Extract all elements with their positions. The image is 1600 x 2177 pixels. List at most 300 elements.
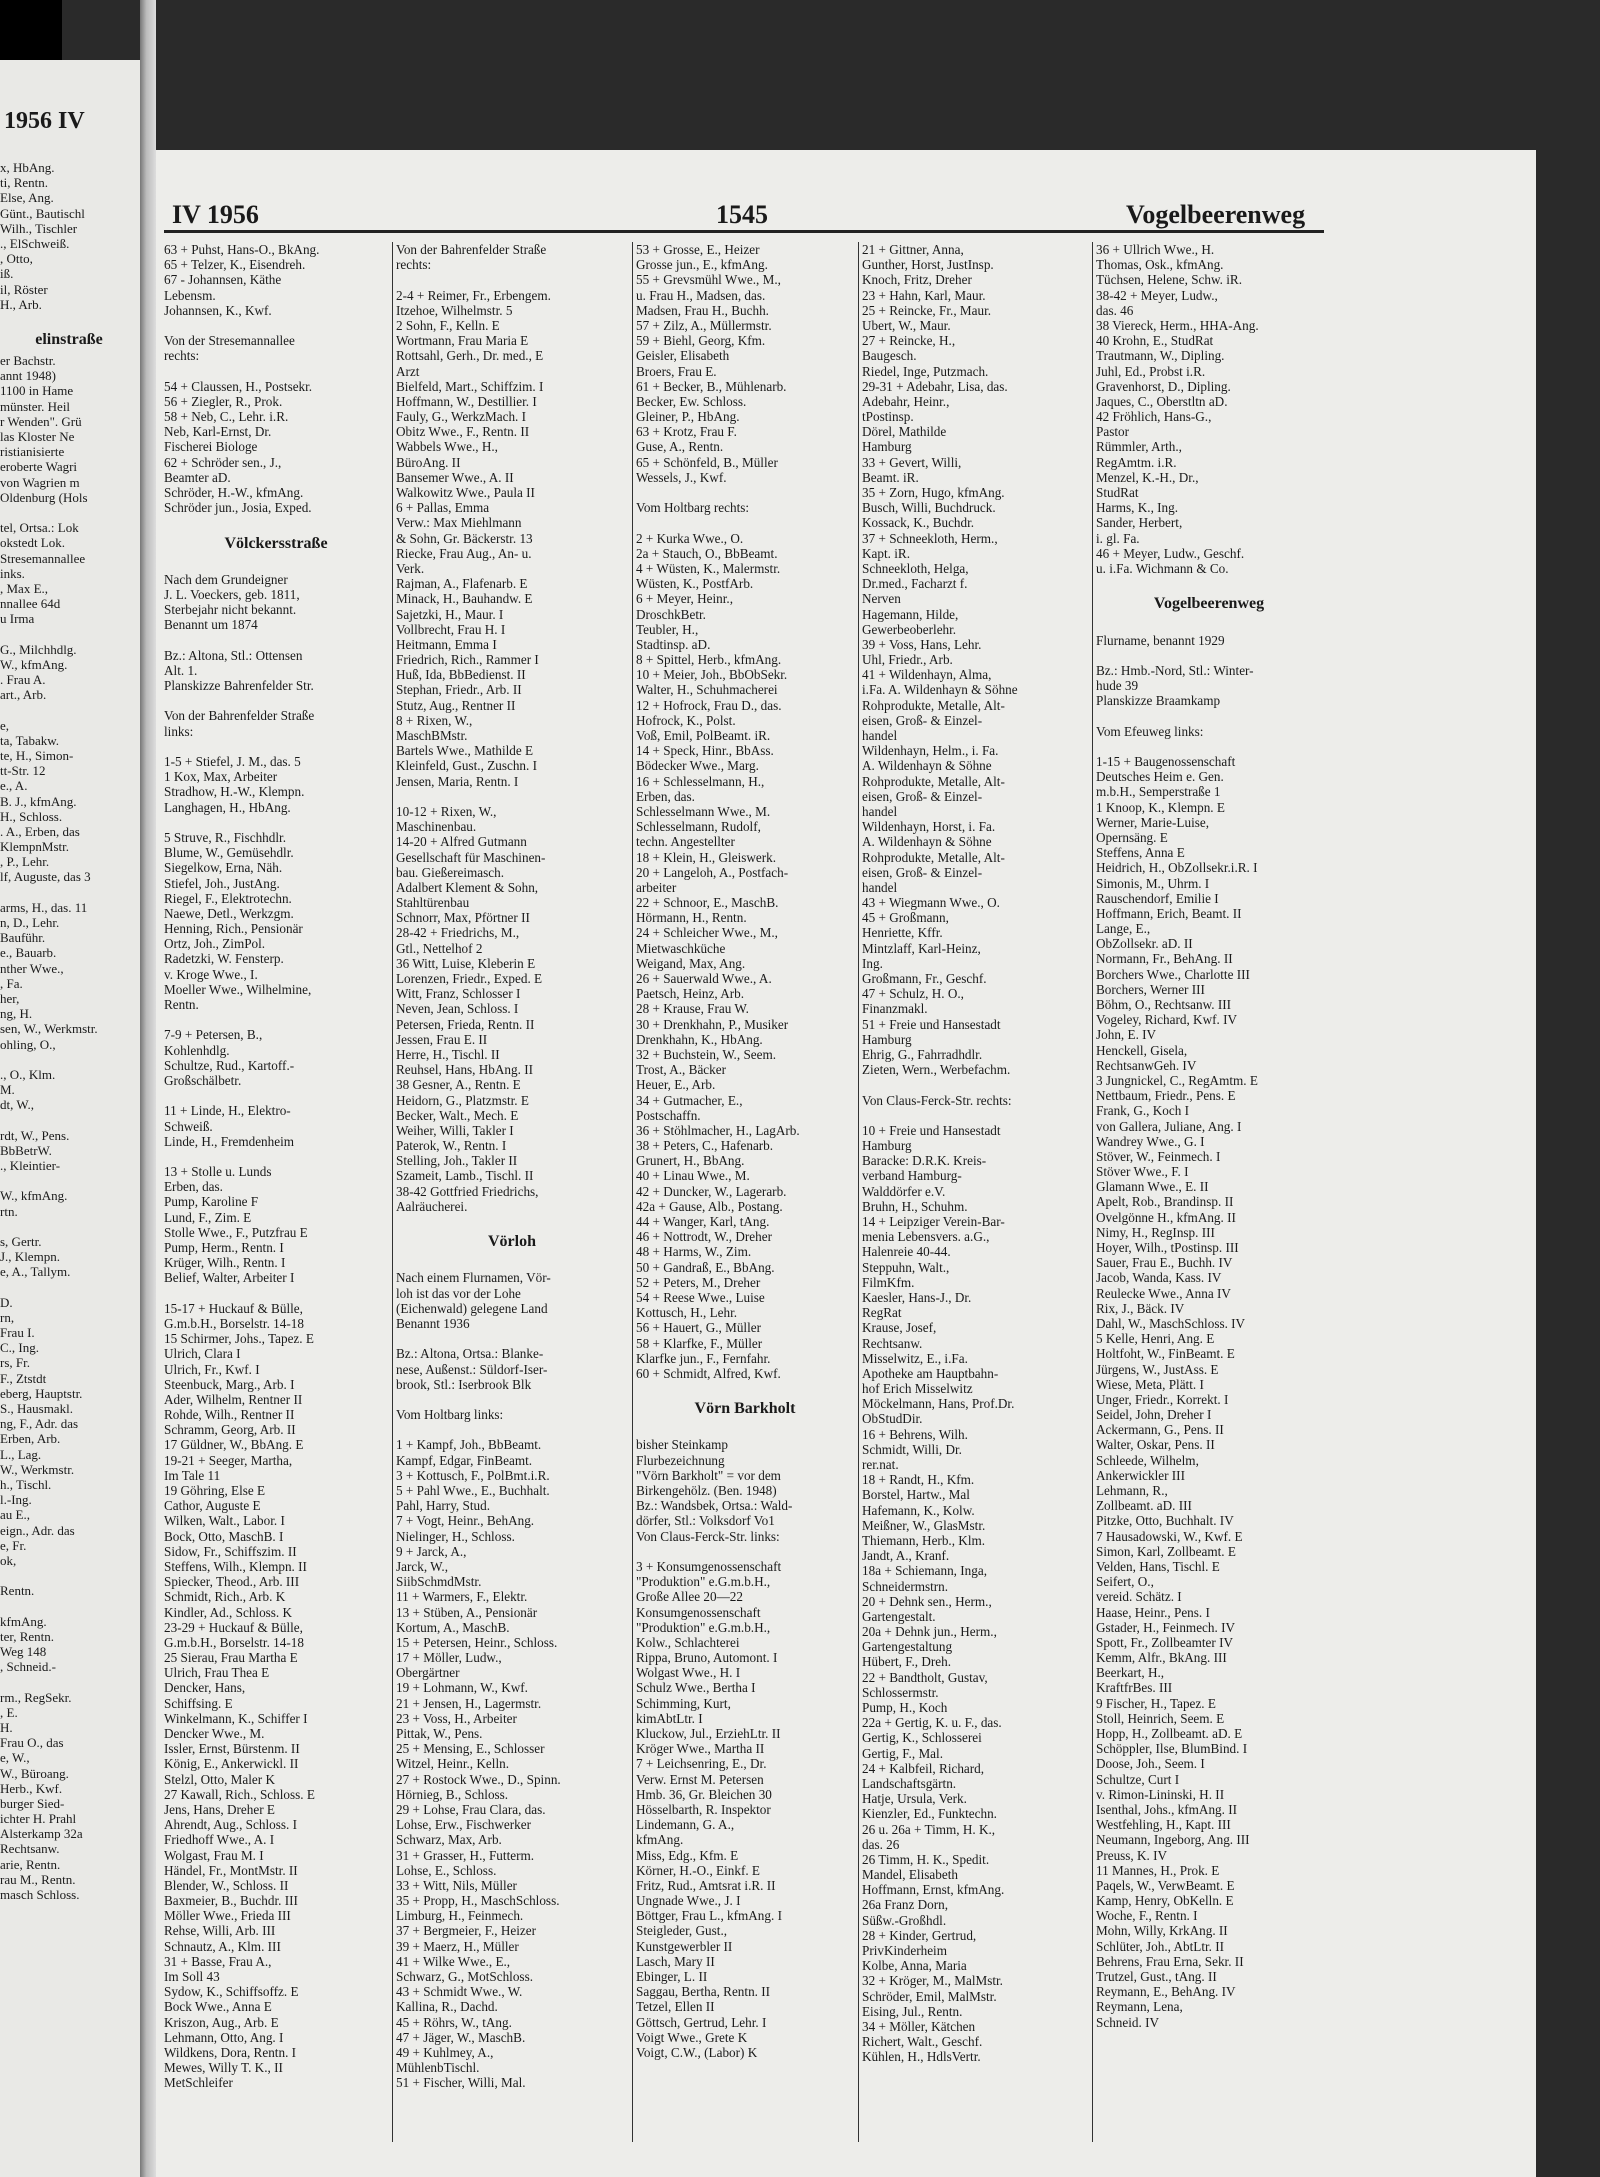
directory-entry: Madsen, Frau H., Buchh. — [636, 302, 769, 318]
directory-entry: münster. Heil — [0, 398, 71, 414]
directory-entry: eisen, Groß- & Einzel- — [862, 788, 983, 804]
directory-entry: rechts: — [164, 348, 200, 364]
page-header-left: IV 1956 — [172, 200, 259, 229]
directory-entry: Von der Bahrenfelder Straße — [396, 242, 547, 257]
directory-entry: Heuer, E., Arb. — [636, 1077, 716, 1093]
directory-entry: H., Arb. — [0, 296, 42, 312]
directory-entry: 42a + Gause, Alb., Postang. — [636, 1198, 783, 1214]
directory-entry: Knoch, Fritz, Dreher — [862, 272, 972, 288]
directory-entry — [164, 1149, 388, 1164]
directory-entry: Isenthal, Johs., kfmAng. II — [1096, 1801, 1238, 1817]
directory-entry: Schimming, Kurt, — [636, 1695, 731, 1711]
directory-entry: Beerkart, H., — [1096, 1665, 1165, 1681]
directory-entry: inks. — [0, 565, 25, 581]
directory-entry: 32 + Buchstein, W., Seem. — [636, 1046, 777, 1062]
directory-entry: 13 + Stolle u. Lunds — [164, 1164, 272, 1180]
directory-entry: Ungnade Wwe., J. I — [636, 1893, 741, 1909]
directory-entry: rechts: — [396, 257, 432, 273]
directory-entry: te, H., Simon- — [0, 747, 74, 763]
directory-entry: Borstel, Hartw., Mal — [862, 1487, 970, 1503]
directory-entry: Harms, K., Ing. — [1096, 500, 1179, 516]
directory-entry: Schwarz, G., MotSchloss. — [396, 1969, 533, 1984]
directory-entry: FilmKfm. — [862, 1274, 915, 1290]
directory-entry: Schulz Wwe., Bertha I — [636, 1680, 756, 1696]
directory-entry: 50 + Gandraß, E., BbAng. — [636, 1259, 775, 1275]
directory-entry: dörfer, Stl.: Volksdorf Vo1 — [636, 1513, 775, 1529]
directory-entry: Voigt Wwe., Grete K — [636, 2029, 748, 2045]
directory-entry: 21 + Gittner, Anna, — [862, 242, 964, 257]
directory-entry: Petersen, Frieda, Rentn. II — [396, 1016, 535, 1032]
directory-entry: Sidow, Fr., Schiffszim. II — [164, 1543, 297, 1559]
directory-entry: M. — [0, 1082, 15, 1098]
directory-entry: Bielfeld, Mart., Schiffzim. I — [396, 378, 544, 394]
directory-entry: 5 Struve, R., Fischhdlr. — [164, 829, 286, 845]
directory-entry: her, — [0, 990, 20, 1006]
directory-entry: Verk. — [396, 560, 425, 576]
directory-entry: Nielinger, H., Schloss. — [396, 1528, 515, 1544]
directory-entry: Dahl, W., MaschSchloss. IV — [1096, 1315, 1246, 1331]
directory-entry — [0, 1568, 138, 1583]
page-header-street: Vogelbeerenweg — [1126, 200, 1306, 229]
directory-entry: Kapt. iR. — [862, 545, 910, 561]
street-heading: Völckersstraße — [224, 534, 328, 552]
directory-entry: 46 + Nottrodt, W., Dreher — [636, 1229, 772, 1245]
directory-entry: handel — [862, 728, 898, 743]
directory-entry: Lund, F., Zim. E — [164, 1209, 252, 1225]
directory-entry: 57 + Zilz, A., Müllermstr. — [636, 317, 772, 333]
directory-entry: Ader, Wilhelm, Rentner II — [164, 1391, 303, 1407]
directory-entry: Bz.: Altona, Ortsa.: Blanke- — [396, 1346, 544, 1362]
directory-entry: Menzel, K.-H., Dr., — [1096, 469, 1199, 485]
directory-entry: Jandt, A., Kranf. — [862, 1548, 950, 1564]
directory-entry: Kindler, Ad., Schloss. K — [164, 1604, 293, 1620]
directory-entry: eroberte Wagri — [0, 459, 78, 475]
directory-entry: Gunther, Horst, JustInsp. — [862, 257, 994, 273]
directory-entry: Wandrey Wwe., G. I — [1096, 1133, 1205, 1149]
directory-entry: 28 + Kinder, Gertrud, — [862, 1927, 977, 1943]
directory-entry: Schultze, Curt I — [1096, 1771, 1180, 1787]
directory-entry: Günt., Bautischl — [0, 205, 85, 221]
directory-entry: Planskizze Bahrenfelder Str. — [164, 678, 314, 694]
directory-entry: 32 + Kröger, M., MalMstr. — [862, 1973, 1003, 1989]
directory-entry: r Wenden". Grü — [0, 413, 82, 429]
directory-entry: RegRat — [862, 1305, 902, 1321]
directory-entry: Krause, Josef, — [862, 1320, 937, 1336]
directory-entry: Grosse jun., E., kfmAng. — [636, 257, 768, 273]
directory-entry: Winkelmann, K., Schiffer I — [164, 1710, 308, 1726]
directory-entry — [164, 364, 388, 379]
directory-entry — [636, 1381, 854, 1396]
directory-entry: MetSchleifer — [164, 2075, 233, 2091]
directory-entry: Ebinger, L. II — [636, 1969, 708, 1984]
directory-entry: 20 + Dehnk sen., Herm., — [862, 1593, 992, 1609]
directory-entry: Schramm, Georg, Arb. II — [164, 1422, 296, 1438]
directory-entry: 2 + Kurka Wwe., O. — [636, 530, 744, 546]
column-2 — [396, 242, 628, 2091]
directory-entry: ter, Rentn. — [0, 1628, 54, 1644]
directory-entry: 63 + Krotz, Frau F. — [636, 424, 737, 440]
directory-entry: Lohse, Erw., Fischwerker — [396, 1817, 532, 1833]
directory-entry: brook, Stl.: Iserbrook Blk — [396, 1376, 532, 1392]
directory-entry: 41 + Wilke Wwe., E., — [396, 1953, 511, 1969]
directory-entry: ., Kleintier- — [0, 1158, 61, 1173]
directory-entry: 3 + Kottusch, F., PolBmt.i.R. — [396, 1467, 550, 1483]
directory-entry: Schröder, H.-W., kfmAng. — [164, 485, 304, 500]
directory-entry: handel — [862, 803, 898, 819]
directory-entry — [636, 1544, 854, 1559]
directory-entry: Konsumgenossenschaft — [636, 1604, 761, 1620]
directory-entry: RechtsanwGeh. IV — [1096, 1057, 1197, 1073]
directory-entry: Sterbejahr nicht bekannt. — [164, 602, 297, 618]
directory-entry: W., kfmAng. — [0, 1188, 68, 1204]
directory-entry: Langhagen, H., HbAng. — [164, 799, 291, 815]
column-divider — [632, 242, 633, 2142]
directory-entry: Von der Bahrenfelder Straße — [164, 708, 315, 724]
directory-entry: 48 + Harms, W., Zim. — [636, 1244, 752, 1260]
directory-entry: ichter H. Prahl — [0, 1811, 77, 1827]
directory-entry: Else, Ang. — [0, 190, 54, 206]
directory-entry: tt-Str. 12 — [0, 763, 46, 779]
directory-entry: Seidel, John, Dreher I — [1096, 1407, 1212, 1423]
directory-entry: Mandel, Elisabeth — [862, 1867, 958, 1883]
directory-entry: Henning, Rich., Pensionär — [164, 921, 303, 937]
directory-entry: ObStudDir. — [862, 1411, 923, 1427]
directory-entry: u. i.Fa. Wichmann & Co. — [1096, 560, 1229, 576]
directory-entry: Jensen, Maria, Rentn. I — [396, 773, 519, 789]
directory-entry — [164, 557, 388, 572]
directory-entry: Henriette, Kffr. — [862, 925, 943, 941]
directory-entry: Lindemann, G. A., — [636, 1817, 735, 1833]
directory-entry: Steigleder, Gust., — [636, 1923, 728, 1939]
directory-entry: e, A., Tallym. — [0, 1264, 71, 1280]
directory-entry: W., kfmAng. — [0, 656, 68, 672]
directory-entry: Im Tale 11 — [164, 1467, 221, 1483]
directory-entry: Trost, A., Bäcker — [636, 1062, 726, 1078]
directory-entry: Schneid. IV — [1096, 2014, 1159, 2030]
directory-entry: Unger, Friedr., Korrekt. I — [1096, 1391, 1229, 1407]
directory-entry: Baracke: D.R.K. Kreis- — [862, 1153, 987, 1169]
directory-entry: nese, Außenst.: Süldorf-Iser- — [396, 1361, 548, 1377]
directory-entry: 28 + Krause, Frau W. — [636, 1001, 749, 1017]
directory-entry: S., Hausmakl. — [0, 1401, 73, 1416]
directory-entry: 2 Sohn, F., Kelln. E — [396, 317, 500, 333]
directory-entry: Stelzl, Otto, Maler K — [164, 1771, 275, 1787]
directory-entry: D. — [0, 1294, 13, 1310]
directory-entry: 42 + Duncker, W., Lagerarb. — [636, 1183, 787, 1199]
directory-entry: hude 39 — [1096, 678, 1139, 694]
directory-entry: Walter, H., Schuhmacherei — [636, 682, 778, 698]
directory-entry: Richert, Walt., Geschf. — [862, 2034, 983, 2050]
directory-entry: Paqels, W., VerwBeamt. E — [1096, 1877, 1235, 1893]
directory-entry: Nach einem Flurnamen, Vör- — [396, 1270, 551, 1286]
directory-entry: kfmAng. — [0, 1613, 47, 1629]
directory-entry: Friedhoff Wwe., A. I — [164, 1832, 275, 1848]
directory-entry: Baxmeier, B., Buchdr. III — [164, 1893, 298, 1909]
directory-entry: rm., RegSekr. — [0, 1689, 72, 1705]
directory-entry: Herb., Kwf. — [0, 1780, 63, 1796]
directory-entry: Böhm, O., Rechtsanw. III — [1096, 997, 1232, 1012]
directory-entry: , E. — [0, 1704, 18, 1720]
directory-entry — [862, 1077, 1088, 1092]
directory-entry: Simon, Karl, Zollbeamt. E — [1096, 1543, 1236, 1559]
directory-entry: 28-42 + Friedrichs, M., — [396, 925, 520, 941]
directory-entry: 26a Franz Dorn, — [862, 1897, 949, 1913]
page-number: 1545 — [716, 200, 768, 229]
directory-entry — [396, 272, 628, 287]
directory-entry: Vom Holtbarg rechts: — [636, 500, 750, 516]
directory-entry: Weigand, Max, Ang. — [636, 955, 746, 971]
directory-entry: MaschBMstr. — [396, 728, 468, 743]
directory-entry: 18 + Klein, H., Gleiswerk. — [636, 849, 777, 865]
directory-entry — [636, 515, 854, 530]
directory-entry: tel, Ortsa.: Lok — [0, 520, 79, 536]
directory-entry: 46 + Meyer, Ludw., Geschf. — [1096, 545, 1245, 561]
column-1 — [164, 242, 388, 2091]
directory-entry: Witt, Franz, Schlosser I — [396, 986, 521, 1002]
directory-entry: Gesellschaft für Maschinen- — [396, 849, 546, 865]
directory-entry: rs, Fr. — [0, 1355, 30, 1371]
directory-entry: 38-42 + Meyer, Ludw., — [1096, 287, 1218, 303]
directory-entry: Sydow, K., Schiffsoffz. E — [164, 1984, 299, 2000]
directory-entry: SiibSchmdMstr. — [396, 1574, 482, 1590]
directory-entry: Ovelgönne H., kfmAng. II — [1096, 1209, 1236, 1225]
directory-entry: 40 Krohn, E., StudRat — [1096, 333, 1214, 349]
directory-entry: Schröder jun., Josia, Exped. — [164, 500, 312, 516]
directory-entry: & Sohn, Gr. Bäckerstr. 13 — [396, 530, 533, 546]
directory-entry: Linde, H., Fremdenheim — [164, 1133, 295, 1149]
directory-entry: Rechtsanw. — [0, 1841, 60, 1857]
directory-entry: n, D., Lehr. — [0, 915, 60, 930]
directory-entry: W., Büroang. — [0, 1765, 69, 1781]
directory-entry: Stöver, W., Feinmech. I — [1096, 1148, 1221, 1164]
directory-entry: 24 + Schleicher Wwe., M., — [636, 925, 778, 941]
directory-entry: Neumann, Ingeborg, Ang. III — [1096, 1832, 1250, 1848]
directory-entry: Böttger, Frau L., kfmAng. I — [636, 1908, 782, 1924]
directory-entry: 36 + Stöhlmacher, H., LagArb. — [636, 1122, 800, 1138]
directory-entry: 53 + Grosse, E., Heizer — [636, 242, 760, 257]
directory-entry: Spiecker, Theod., Arb. III — [164, 1574, 300, 1590]
directory-entry: Ulrich, Frau Thea E — [164, 1665, 270, 1681]
directory-entry: 26 Timm, H. K., Spedit. — [862, 1851, 990, 1867]
directory-entry: 7 Hausadowski, W., Kwf. E — [1096, 1528, 1243, 1544]
directory-entry: 58 + Klarfke, F., Müller — [636, 1335, 763, 1351]
directory-entry: Borchers Wwe., Charlotte III — [1096, 966, 1250, 982]
directory-entry: Ackermann, G., Pens. II — [1096, 1422, 1224, 1438]
directory-entry — [0, 1598, 138, 1613]
directory-entry: 65 + Telzer, K., Eisendreh. — [164, 257, 306, 273]
directory-entry: Beamter aD. — [164, 469, 231, 485]
directory-entry: Behrens, Frau Erna, Sekr. II — [1096, 1953, 1244, 1969]
directory-entry: Körner, H.-O., Einkf. E — [636, 1862, 760, 1878]
directory-entry: h., Tischl. — [0, 1476, 52, 1492]
directory-entry: 34 + Möller, Kätchen — [862, 2018, 976, 2034]
directory-entry: Jacob, Wanda, Kass. IV — [1096, 1270, 1222, 1286]
directory-entry: Miss, Edg., Kfm. E — [636, 1847, 739, 1863]
directory-entry: Benannt 1936 — [396, 1315, 470, 1331]
directory-entry: Steenbuck, Marg., Arb. I — [164, 1376, 295, 1392]
directory-entry: 33 + Witt, Nils, Müller — [396, 1877, 517, 1893]
directory-entry: Becker, Walt., Mech. E — [396, 1107, 519, 1123]
directory-entry: Paetsch, Heinz, Arb. — [636, 986, 745, 1002]
directory-entry: A. Wildenhayn & Söhne — [862, 834, 992, 850]
directory-entry: Kolw., Schlachterei — [636, 1634, 740, 1650]
directory-entry: Adalbert Klement & Sohn, — [396, 879, 539, 895]
directory-entry: 59 + Biehl, Georg, Kfm. — [636, 333, 766, 349]
directory-entry: Wilh., Tischler — [0, 220, 78, 236]
directory-entry — [1096, 617, 1322, 632]
directory-entry: iß. — [0, 266, 14, 282]
directory-entry: 39 + Voss, Hans, Lehr. — [862, 636, 982, 652]
directory-entry: KlempnMstr. — [0, 839, 69, 855]
directory-entry: Simonis, M., Uhrm. I — [1096, 875, 1210, 891]
directory-entry: Rechtsanw. — [862, 1335, 923, 1351]
directory-entry: W., Werkmstr. — [0, 1461, 75, 1477]
directory-entry: 14 + Speck, Hinr., BbAss. — [636, 743, 774, 759]
directory-entry: H., Schloss. — [0, 808, 63, 824]
directory-entry: Moeller Wwe., Wilhelmine, — [164, 981, 312, 997]
directory-entry: Werner, Marie-Luise, — [1096, 814, 1210, 830]
directory-entry: Erben, Arb. — [0, 1431, 61, 1447]
directory-entry — [164, 318, 388, 333]
directory-entry: Busch, Willi, Buchdruck. — [862, 500, 996, 516]
directory-entry: 9 + Jarck, A., — [396, 1543, 467, 1559]
directory-entry: 31 + Basse, Frau A., — [164, 1953, 272, 1969]
directory-entry: eberg, Hauptstr. — [0, 1385, 83, 1401]
directory-entry: Huß, Ida, BbBedienst. II — [396, 667, 526, 683]
directory-entry: Wortmann, Frau Maria E — [396, 333, 529, 349]
directory-entry: Szameit, Lamb., Tischl. II — [396, 1168, 534, 1184]
directory-entry: MühlenbTischl. — [396, 2060, 480, 2076]
left-page-fragment — [0, 60, 140, 2177]
directory-entry: Alsterkamp 32a — [0, 1826, 83, 1842]
directory-entry: annt 1948) — [0, 368, 56, 384]
directory-entry: Kampf, Edgar, FinBeamt. — [396, 1452, 533, 1468]
directory-entry: las Kloster Ne — [0, 429, 75, 444]
directory-entry: Kossack, K., Buchdr. — [862, 515, 975, 531]
directory-entry: ng, F., Adr. das — [0, 1416, 79, 1432]
directory-entry: 38 + Peters, C., Hafenarb. — [636, 1138, 774, 1154]
directory-entry: ristianisierte — [0, 444, 65, 460]
directory-entry: Schlossermstr. — [862, 1684, 939, 1700]
directory-entry: arms, H., das. 11 — [0, 899, 88, 915]
directory-entry: Gartengestalt. — [862, 1608, 936, 1624]
directory-entry: Riecke, Frau Aug., An- u. — [396, 545, 532, 561]
directory-entry: Kohlenhdlg. — [164, 1042, 230, 1058]
directory-entry: v. Rimon-Lininski, H. II — [1096, 1786, 1225, 1802]
directory-entry: Wolgast, Frau M. I — [164, 1847, 264, 1863]
directory-entry: Schnorr, Max, Pförtner II — [396, 910, 530, 926]
directory-entry: Stradhow, H.-W., Klempn. — [164, 784, 305, 800]
directory-entry — [0, 1219, 138, 1234]
directory-entry: Mohn, Willy, KrkAng. II — [1096, 1923, 1228, 1939]
column-divider — [392, 242, 393, 2142]
directory-entry: 10 + Freie und Hansestadt — [862, 1122, 1001, 1138]
directory-entry: Verw. Ernst M. Petersen — [636, 1771, 764, 1787]
directory-entry: 37 + Bergmeier, F., Heizer — [396, 1923, 537, 1939]
directory-entry: 56 + Ziegler, R., Prok. — [164, 393, 283, 409]
directory-entry: Rohprodukte, Metalle, Alt- — [862, 849, 1005, 865]
directory-entry: Hoffmann, Ernst, kfmAng. — [862, 1882, 1005, 1898]
directory-entry: 22a + Gertig, K. u. F., das. — [862, 1715, 1002, 1731]
directory-entry: Lehmann, R., — [1096, 1483, 1168, 1498]
directory-entry: Stahltürenbau — [396, 895, 470, 911]
directory-entry: Pump, H., Koch — [862, 1700, 948, 1715]
directory-entry: 7 + Leichsenring, E., Dr. — [636, 1756, 767, 1772]
directory-entry: Reuhsel, Hans, HbAng. II — [396, 1062, 533, 1078]
directory-entry: rau M., Rentn. — [0, 1871, 76, 1887]
directory-entry: Radetzki, W. Fensterp. — [164, 951, 284, 967]
directory-entry: Finanzmakl. — [862, 1001, 928, 1017]
directory-entry: Gravenhorst, D., Dipling. — [1096, 378, 1231, 394]
directory-entry: Ubert, W., Maur. — [862, 317, 951, 333]
directory-entry: 20a + Dehnk jun., Herm., — [862, 1624, 997, 1640]
directory-entry: 55 + Grevsmühl Wwe., M., — [636, 272, 781, 288]
directory-entry: ta, Tabakw. — [0, 732, 60, 748]
directory-entry: F., Ztstdt — [0, 1370, 47, 1386]
directory-entry — [0, 626, 138, 641]
directory-entry — [164, 815, 388, 830]
directory-entry: Jens, Hans, Dreher E — [164, 1801, 275, 1817]
directory-entry: Steffens, Wilh., Klempn. II — [164, 1558, 307, 1574]
directory-entry: das. 26 — [862, 1836, 900, 1852]
street-heading: Vörn Barkholt — [694, 1400, 796, 1418]
directory-entry: 10-12 + Rixen, W., — [396, 803, 497, 819]
directory-entry: i. gl. Fa. — [1096, 530, 1140, 546]
directory-entry: Ortz, Joh., ZimPol. — [164, 936, 266, 952]
directory-entry: Nettbaum, Friedr., Pens. E — [1096, 1088, 1236, 1104]
directory-entry: e., A. — [0, 778, 28, 794]
directory-entry: Neb, Karl-Ernst, Dr. — [164, 424, 272, 440]
directory-entry: Adebahr, Heinr., — [862, 393, 950, 409]
directory-entry: 54 + Claussen, H., Postsekr. — [164, 378, 313, 394]
directory-entry: 15 + Petersen, Heinr., Schloss. — [396, 1634, 558, 1650]
column-4 — [862, 242, 1088, 2065]
directory-entry: Rauschendorf, Emilie I — [1096, 890, 1219, 906]
directory-entry: RegAmtm. i.R. — [1096, 454, 1177, 470]
directory-entry: Vom Holtbarg links: — [396, 1407, 504, 1423]
directory-entry: 21 + Jensen, H., Lagermstr. — [396, 1695, 542, 1711]
directory-entry: DroschkBetr. — [636, 606, 706, 622]
directory-entry: verband Hamburg- — [862, 1168, 962, 1184]
directory-entry: 25 + Reincke, Fr., Maur. — [862, 302, 992, 318]
directory-entry: Preuss, K. IV — [1096, 1847, 1168, 1863]
directory-entry: 34 + Gutmacher, E., — [636, 1092, 743, 1108]
directory-entry: kimAbtLtr. I — [636, 1710, 703, 1726]
directory-entry — [164, 1286, 388, 1301]
directory-entry — [164, 739, 388, 754]
directory-entry — [636, 485, 854, 500]
directory-entry: Bz.: Hmb.-Nord, Stl.: Winter- — [1096, 662, 1254, 678]
directory-entry: 30 + Drenkhahn, P., Musiker — [636, 1016, 789, 1032]
directory-entry: 25 + Mensing, E., Schlosser — [396, 1741, 545, 1757]
directory-entry: Kemm, Alfr., BkAng. III — [1096, 1650, 1227, 1666]
directory-entry: Rohde, Wilh., Rentner II — [164, 1407, 295, 1423]
directory-entry: ohling, O., — [0, 1036, 56, 1052]
directory-entry: Jürgens, W., JustAss. E — [1096, 1361, 1219, 1377]
directory-entry: Stadtinsp. aD. — [636, 636, 711, 652]
directory-entry: u Irma — [0, 611, 35, 627]
directory-entry: Hörmann, H., Rentn. — [636, 910, 747, 926]
directory-entry: Stiefel, Joh., JustAng. — [164, 875, 280, 891]
directory-entry: Heitmann, Emma I — [396, 636, 497, 652]
directory-entry: Kallina, R., Dachd. — [396, 1999, 498, 2015]
directory-entry — [0, 1674, 138, 1689]
directory-entry: Tetzel, Ellen II — [636, 1999, 715, 2015]
directory-entry — [164, 1088, 388, 1103]
directory-entry: 51 + Freie und Hansestadt — [862, 1016, 1001, 1032]
directory-entry: Belief, Walter, Arbeiter I — [164, 1270, 295, 1286]
directory-entry: m.b.H., Semperstraße 1 — [1096, 784, 1221, 800]
